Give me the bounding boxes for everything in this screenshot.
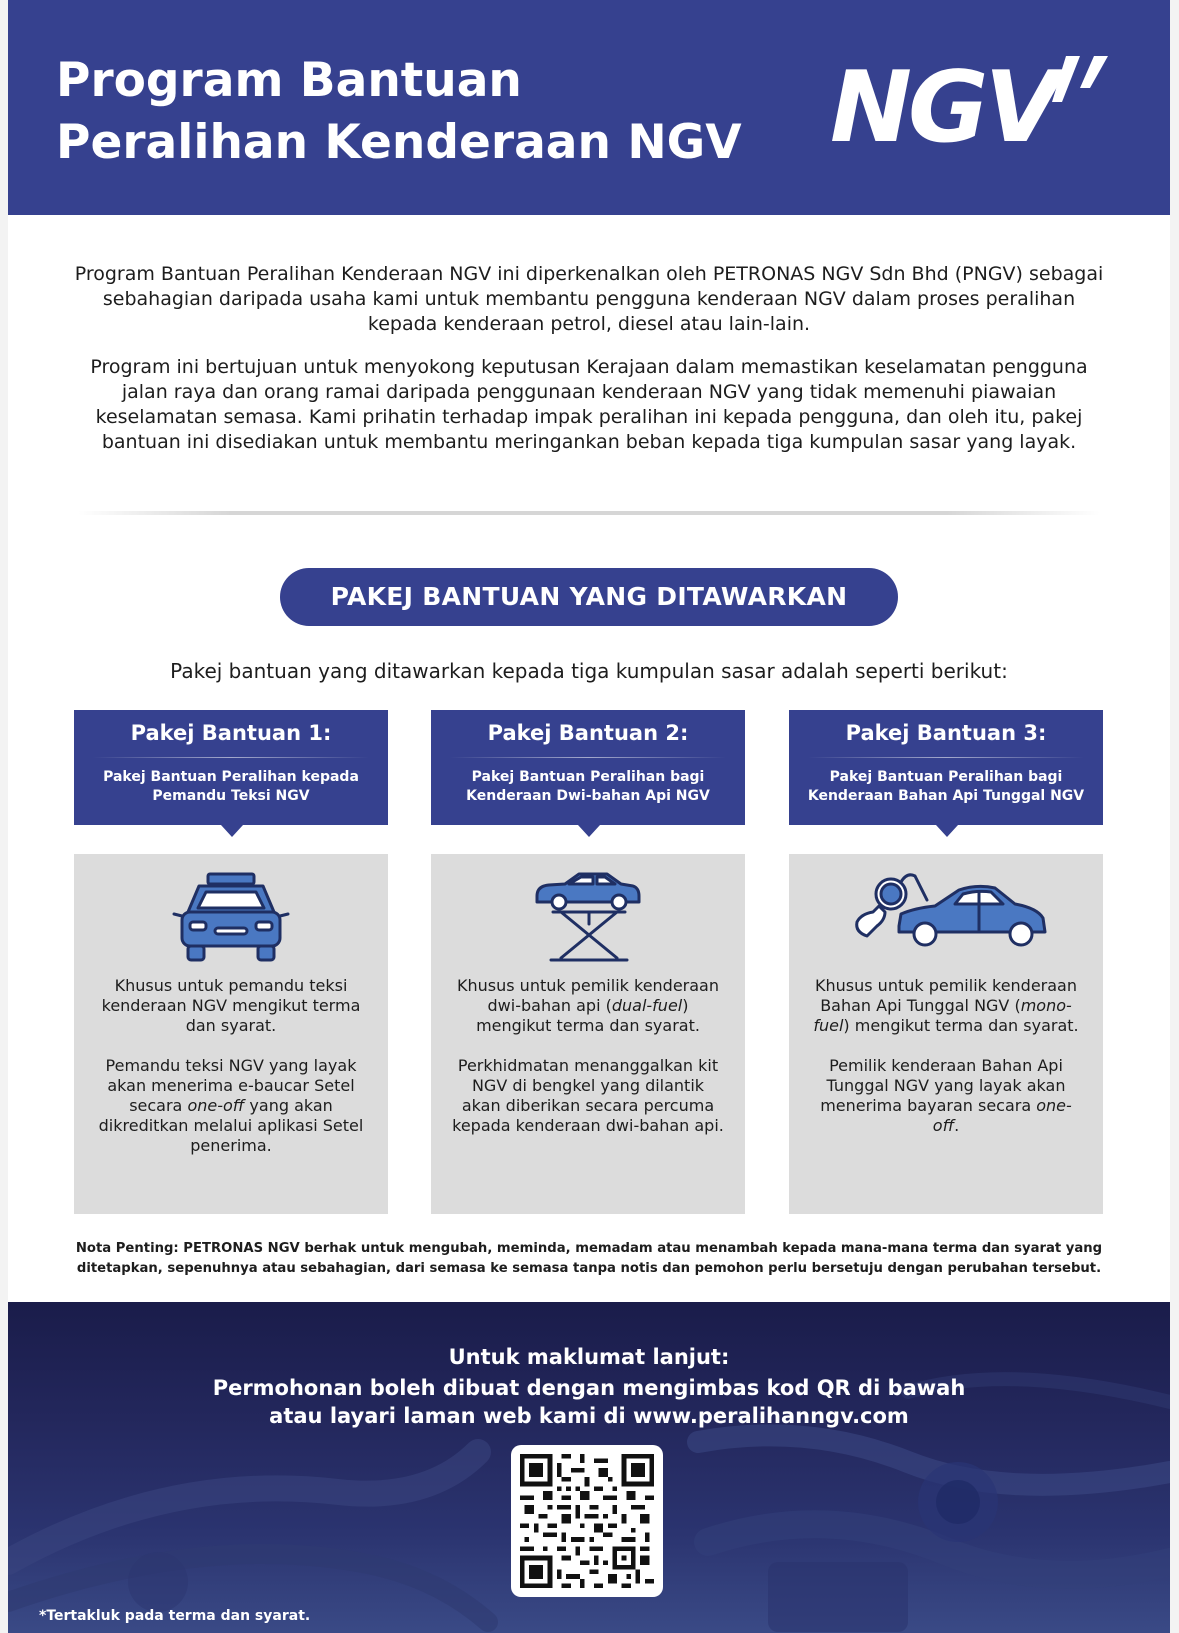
package-3-eligibility-part-1: Khusus untuk pemilik kenderaan Bahan Api Tunggal NGV ( [815, 976, 1077, 1015]
footer-instructions: Permohonan boleh dibuat dengan mengimbas kod QR di bawah atau layari laman web kami di www.peralihanngv.com [212, 1376, 966, 1428]
package-1-benefit [94, 1056, 368, 1156]
package-3-eligibility-emphasis: mono-fuel [813, 996, 1072, 1035]
package-2-description [451, 976, 725, 1136]
ngv-logo [830, 48, 1120, 168]
package-3-subtitle: Pakej Bantuan Peralihan bagi Kenderaan Bahan Api Tunggal NGV [807, 769, 1085, 804]
package-1-card [74, 854, 388, 1214]
package-1-benefit-emphasis: one-off [187, 1096, 245, 1115]
package-1-eligibility: Khusus untuk pemandu teksi kenderaan NGV mengikut terma dan syarat. [101, 976, 361, 1035]
package-2-title: Pakej Bantuan 2: [487, 721, 689, 745]
package-1-benefit-part-1: Pemandu teksi NGV yang layak akan menerima e-baucar Setel secara [105, 1056, 357, 1115]
important-note-brand: PETRONAS NGV [183, 1241, 300, 1256]
package-2-card [431, 854, 745, 1214]
section-lead-text: Pakej bantuan yang ditawarkan kepada tiga kumpulan sasar adalah seperti berikut: [170, 659, 1008, 683]
package-1-header [74, 710, 388, 825]
package-2-eligibility-part-1: Khusus untuk pemilik kenderaan dwi-bahan api ( [457, 976, 719, 1015]
package-3-benefit [809, 1056, 1083, 1136]
package-2-eligibility-emphasis: dual-fuel [611, 996, 683, 1015]
important-note-label: Nota Penting: [75, 1241, 179, 1256]
header-banner [8, 0, 1170, 215]
intro-paragraph-1: Program Bantuan Peralihan Kenderaan NGV ini diperkenalkan oleh PETRONAS NGV Sdn Bhd (PNGV) sebagai sebahagian daripada usaha kami untuk membantu pengguna kenderaan NGV dalam proses peralihan kepada kenderaan petrol, diesel atau lain-lain. [74, 263, 1104, 335]
package-3-title: Pakej Bantuan 3: [845, 721, 1047, 745]
page-title-line-1: Program Bantuan [56, 53, 522, 108]
package-3-benefit-emphasis: one-off [932, 1096, 1072, 1135]
important-note [68, 1239, 1110, 1279]
important-note-text: berhak untuk mengubah, meminda, memadam atau menambah kepada mana-mana terma dan syarat yang ditetapkan, sepenuhnya atau sebahagian, dari semasa ke semasa tanpa notis dan pemohon perlu bersetuju dengan perubahan tersebut. [76, 1241, 1103, 1276]
car-inspection-icon [789, 870, 1103, 966]
package-2-header [431, 710, 745, 825]
page-title [56, 50, 742, 174]
package-1-title: Pakej Bantuan 1: [130, 721, 332, 745]
package-3-description [809, 976, 1083, 1136]
package-3-header [789, 710, 1103, 825]
ngv-logo-marks-icon [1052, 56, 1118, 106]
terms-footnote: *Tertakluk pada terma dan syarat. [39, 1608, 311, 1624]
package-3-benefit-part-2: . [954, 1116, 960, 1135]
page-title-line-2: Peralihan Kenderaan NGV [56, 115, 742, 170]
package-3-benefit-part-1: Pemilik kenderaan Bahan Api Tunggal NGV yang layak akan menerima bayaran secara [820, 1056, 1066, 1115]
intro-paragraph-2: Program ini bertujuan untuk menyokong keputusan Kerajaan dalam memastikan keselamatan pengguna jalan raya dan orang ramai daripada penggunaan kenderaan NGV yang tidak memenuhi piawaian keselamatan semasa. Kami prihatin terhadap impak peralihan ini kepada pengguna, dan oleh itu, pakej bantuan ini disediakan untuk membantu meringankan beban kepada tiga kumpulan sasar yang layak. [90, 356, 1088, 453]
package-2-benefit: Perkhidmatan menanggalkan kit NGV di bengkel yang dilantik akan diberikan secara percuma kepada kenderaan dwi-bahan api. [452, 1056, 724, 1135]
footer-title: Untuk maklumat lanjut: [448, 1345, 730, 1369]
package-3-eligibility [809, 976, 1083, 1036]
package-2-subtitle: Pakej Bantuan Peralihan bagi Kenderaan Dwi-bahan Api NGV [466, 769, 710, 804]
qr-code-icon[interactable] [520, 1454, 654, 1588]
section-divider [78, 511, 1100, 515]
package-2-eligibility [451, 976, 725, 1036]
qr-code-container[interactable] [511, 1445, 663, 1597]
ngv-logo-text: NGV [830, 51, 1057, 165]
section-heading-pill: PAKEJ BANTUAN YANG DITAWARKAN [280, 568, 898, 626]
package-3-eligibility-part-2: ) mengikut terma dan syarat. [843, 1016, 1079, 1035]
taxi-icon [74, 870, 388, 966]
package-1-description [94, 976, 368, 1156]
footer-banner [8, 1302, 1170, 1633]
car-lift-icon [431, 870, 745, 966]
package-3-card [789, 854, 1103, 1214]
flyer-page [8, 0, 1170, 1633]
package-2-eligibility-part-2: ) mengikut terma dan syarat. [476, 996, 700, 1035]
package-1-benefit-part-2: yang akan dikreditkan melalui aplikasi Setel penerima. [98, 1096, 364, 1155]
package-1-subtitle: Pakej Bantuan Peralihan kepada Pemandu Teksi NGV [103, 769, 359, 804]
